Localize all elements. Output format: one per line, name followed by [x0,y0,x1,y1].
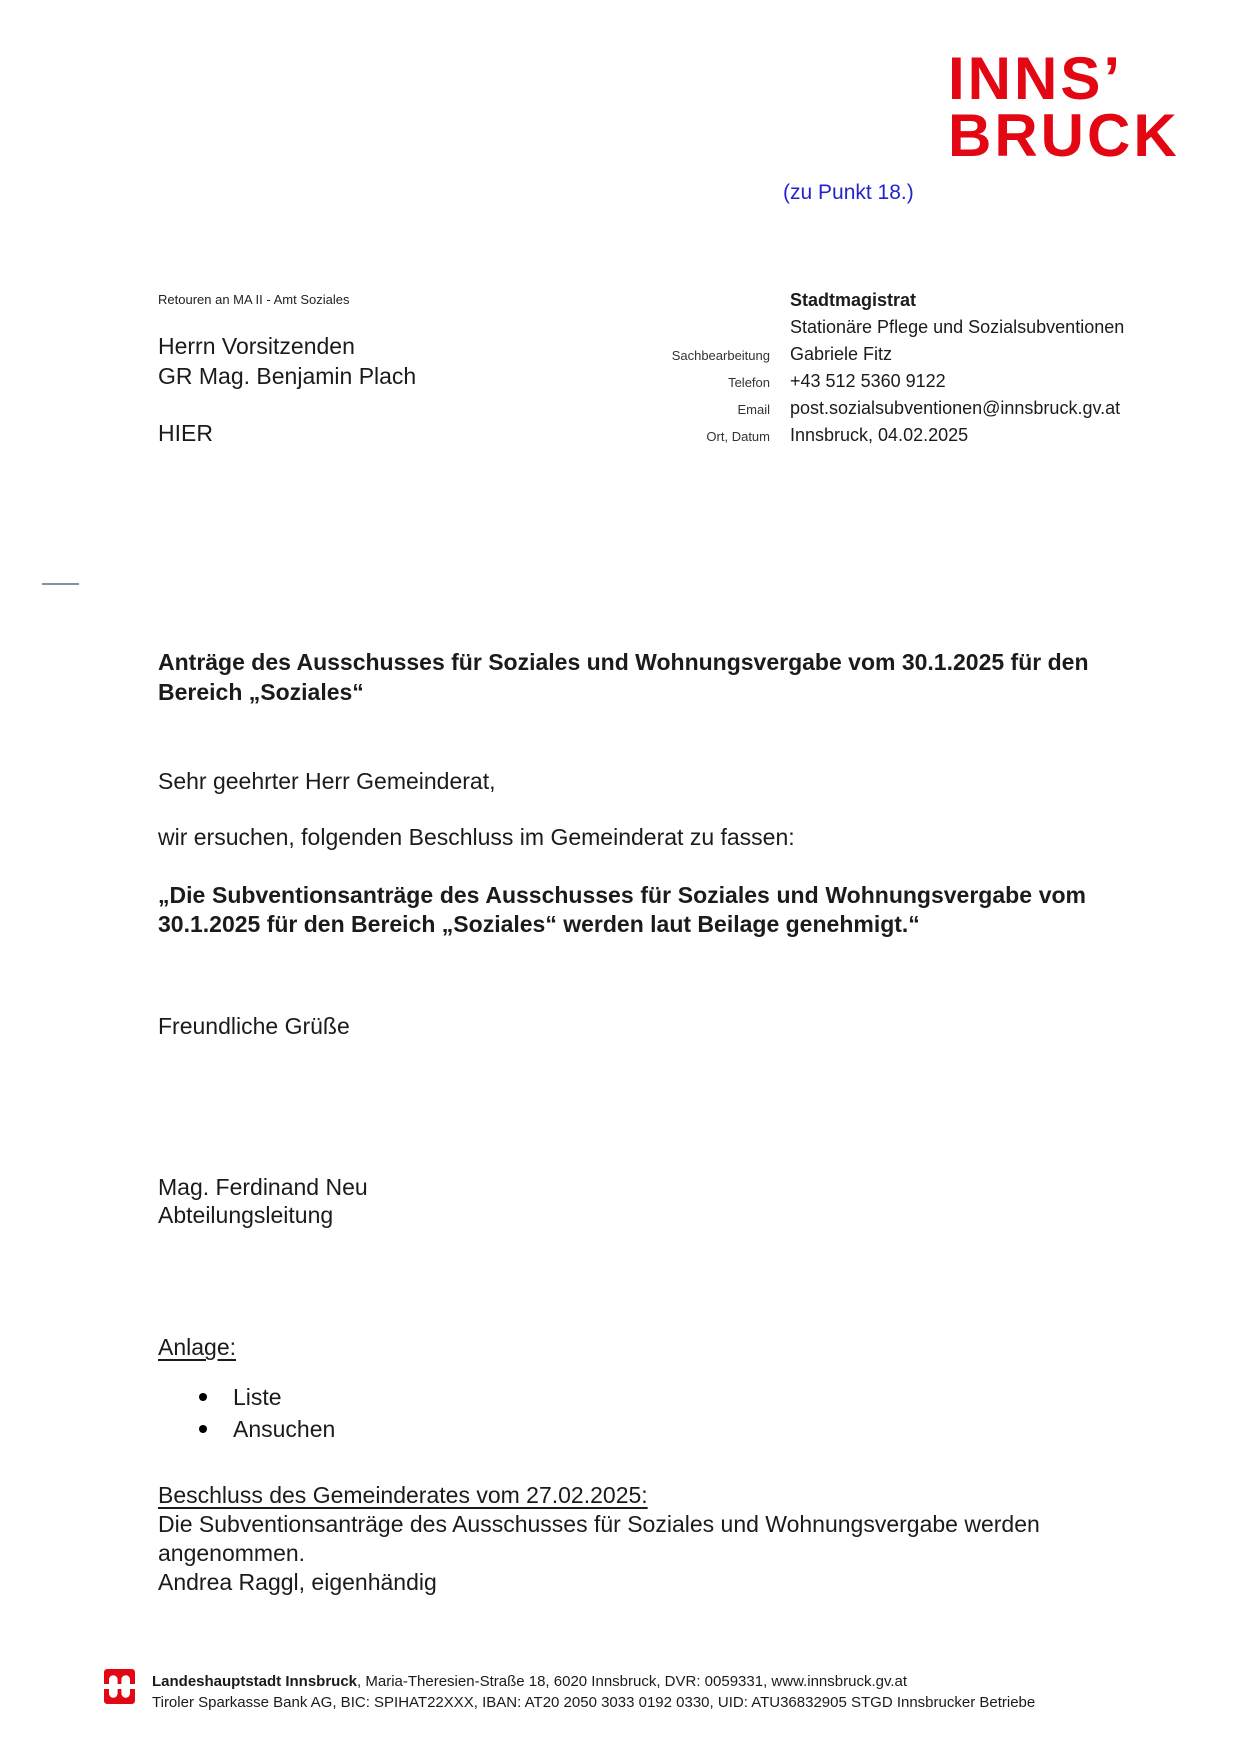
sender-label-email: Email [737,402,770,417]
request-text: wir ersuchen, folgenden Beschluss im Gemeinderat zu fassen: [158,824,795,850]
sender-label-telefon: Telefon [728,375,770,390]
return-address-line: Retouren an MA II - Amt Soziales [158,292,350,307]
attachment-item-label: Liste [233,1384,282,1410]
agenda-point-note: (zu Punkt 18.) [783,181,914,204]
innsbruck-logo [948,45,1180,169]
sender-label-sachbearbeitung: Sachbearbeitung [671,348,770,363]
sender-org: Stadtmagistrat [790,290,917,310]
sender-email: post.sozialsubventionen@innsbruck.gv.at [790,398,1121,418]
attachment-item [197,1381,335,1413]
bullet-icon [199,1393,207,1401]
resolution-paragraph [158,881,1086,939]
decision-block [158,1481,1118,1597]
sender-phone: +43 512 5360 9122 [790,371,946,391]
footer-bank-line: Tiroler Sparkasse Bank AG, BIC: SPIHAT22XXX, IBAN: AT20 2050 3033 0192 0330, UID: ATU36832905 STGD Innsbrucker Betriebe [152,1694,1036,1711]
sender-label-ort-datum: Ort, Datum [706,429,770,444]
logo-line-2: BRUCK [948,102,1180,169]
decision-signature: Andrea Raggl, eigenhändig [158,1569,437,1595]
sender-caseworker: Gabriele Fitz [790,344,893,364]
footer [152,1671,1035,1713]
recipient-block [158,331,416,391]
attachment-item [197,1413,335,1445]
decision-line-2: angenommen. [158,1540,306,1566]
salutation-text: Sehr geehrter Herr Gemeinderat, [158,768,496,794]
recipient-line-2: GR Mag. Benjamin Plach [158,363,417,389]
recipient-line-1: Herrn Vorsitzenden [158,333,355,359]
decision-line-1: Die Subventionsanträge des Ausschusses für Soziales und Wohnungsvergabe werden [158,1511,1040,1537]
decision-heading: Beschluss des Gemeinderates vom 27.02.2025: [158,1482,648,1508]
subject-line-2: Bereich „Soziales“ [158,679,364,705]
bullet-icon [199,1425,207,1433]
recipient-hier: HIER [158,420,213,446]
sender-place-date: Innsbruck, 04.02.2025 [790,425,969,445]
attachments-list [197,1381,335,1445]
signature-block [158,1173,368,1229]
subject-heading [158,647,1103,707]
logo-line-1: INNS’ [948,45,1124,112]
sender-labels-column [558,342,770,450]
footer-address-line [152,1671,1035,1692]
footer-city-bold: Landeshauptstadt Innsbruck [152,1673,358,1690]
signer-name: Mag. Ferdinand Neu [158,1174,368,1200]
resolution-line-1: „Die Subventionsanträge des Ausschusses für Soziales und Wohnungsvergabe vom [158,882,1086,908]
attachment-item-label: Ansuchen [233,1416,336,1442]
attachments-heading: Anlage: [158,1334,237,1360]
footer-address-rest: , Maria-Theresien-Straße 18, 6020 Innsbruck, DVR: 0059331, www.innsbruck.gv.at [357,1673,908,1690]
sender-block [790,287,1124,449]
resolution-line-2: 30.1.2025 für den Bereich „Soziales“ werden laut Beilage genehmigt.“ [158,911,920,937]
closing-text: Freundliche Grüße [158,1013,350,1039]
sender-department: Stationäre Pflege und Sozialsubventionen [790,317,1125,337]
innsbruck-coat-of-arms-icon [104,1669,135,1704]
fold-mark [42,583,79,585]
subject-line-1: Anträge des Ausschusses für Soziales und Wohnungsvergabe vom 30.1.2025 für den [158,649,1089,675]
signer-role: Abteilungsleitung [158,1202,334,1228]
